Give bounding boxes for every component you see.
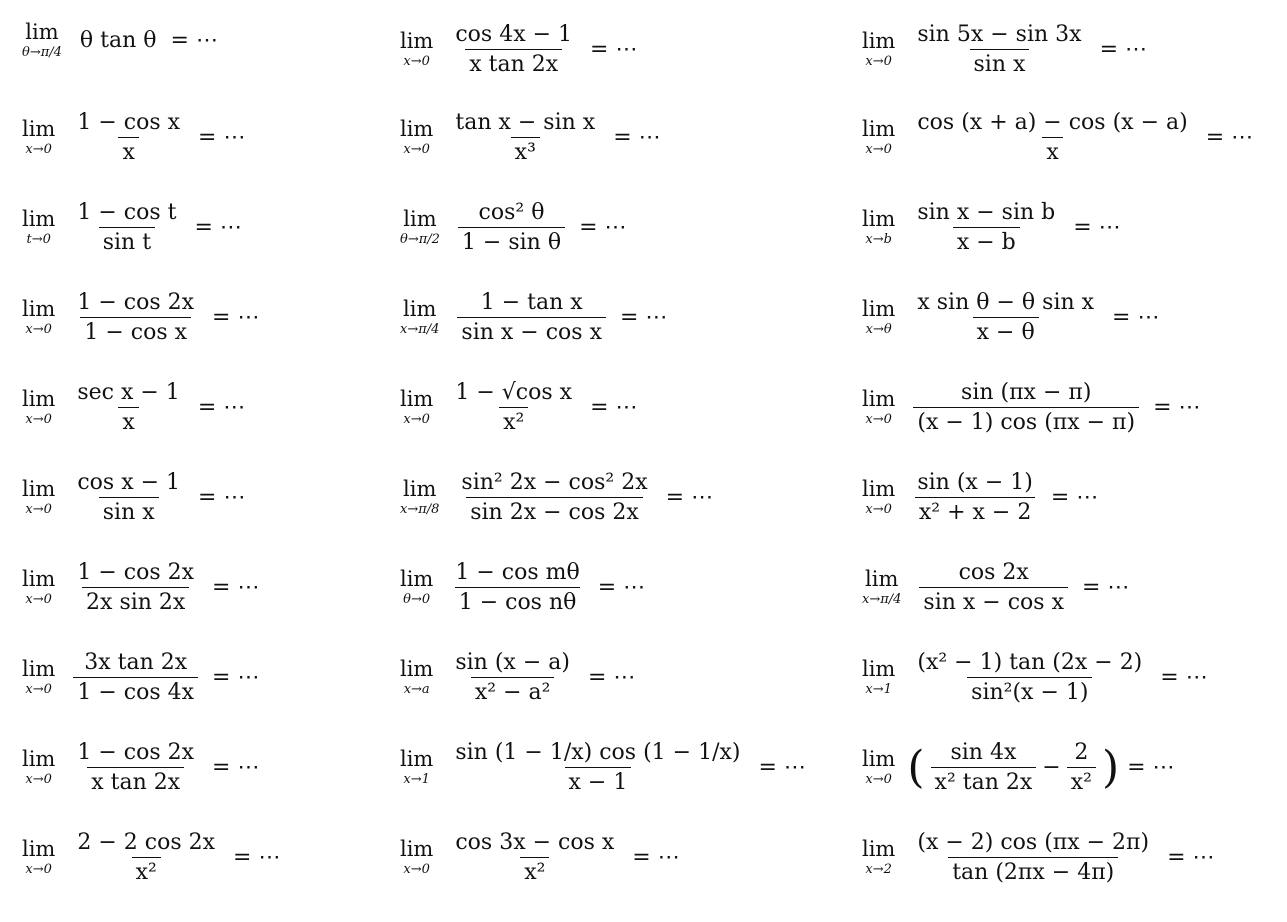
fraction (451, 650, 574, 706)
lim-operator (400, 479, 439, 516)
lim-subscript: t→0 (26, 232, 51, 248)
numerator: 1 − cos x (77, 110, 181, 135)
limit-expression (400, 110, 661, 166)
lim-word: lim (22, 387, 56, 412)
lim-operator (400, 389, 433, 426)
limit-expression (22, 740, 259, 796)
lim-operator (22, 659, 55, 696)
lim-operator (862, 479, 895, 516)
lim-subscript: x→0 (403, 54, 430, 70)
numerator: cos 4x − 1 (455, 22, 573, 47)
left-paren: ( (907, 741, 925, 793)
equals-dots: = ⋯ (1050, 485, 1099, 511)
numerator: sin (1 − 1/x) cos (1 − 1/x) (455, 740, 741, 765)
lim-word: lim (862, 657, 896, 682)
equals-dots: = ⋯ (1112, 305, 1160, 331)
equals-dots: = ⋯ (590, 395, 638, 421)
limit-expression (400, 830, 680, 886)
fraction (73, 290, 198, 346)
fraction (451, 22, 576, 78)
fraction (73, 830, 219, 886)
denominator: x tan 2x (465, 49, 562, 77)
numerator: sin (x − 1) (917, 470, 1033, 495)
fraction (913, 380, 1139, 436)
lim-subscript: x→π/4 (862, 592, 902, 608)
lim-operator (862, 389, 895, 426)
numerator: sin (πx − π) (961, 380, 1092, 405)
numerator: x sin θ − θ sin x (917, 290, 1095, 315)
lim-subscript: x→0 (865, 502, 892, 518)
fraction (451, 740, 744, 796)
fraction (913, 110, 1191, 166)
lim-operator (862, 119, 895, 156)
equals-dots: = ⋯ (170, 28, 218, 53)
equals-dots: = ⋯ (197, 395, 246, 421)
denominator: x² (1067, 767, 1096, 795)
lim-word: lim (862, 29, 896, 54)
fraction (73, 740, 198, 796)
lim-word: lim (403, 207, 437, 232)
lim-subscript: θ→0 (403, 592, 431, 608)
fraction (913, 650, 1146, 706)
lim-operator (400, 569, 433, 606)
equals-dots: = ⋯ (587, 665, 636, 691)
numerator: 1 − cos 2x (77, 740, 195, 765)
lim-word: lim (865, 567, 899, 592)
denominator: sin x − cos x (919, 587, 1068, 615)
limit-expression (22, 380, 245, 436)
numerator: 3x tan 2x (84, 650, 188, 675)
fraction (1067, 740, 1096, 796)
limit-expression (862, 560, 1129, 616)
equals-dots: = ⋯ (212, 665, 260, 691)
lim-subscript: x→π/8 (400, 502, 440, 518)
fraction (457, 290, 606, 346)
equals-dots: = ⋯ (758, 755, 806, 781)
numerator: 2 − 2 cos 2x (77, 830, 216, 855)
lim-word: lim (22, 747, 56, 772)
lim-subscript: θ→π/2 (400, 232, 440, 248)
lim-subscript: x→0 (865, 412, 892, 428)
numerator: sin² 2x − cos² 2x (461, 470, 648, 495)
fraction (913, 200, 1059, 256)
lim-word: lim (400, 657, 434, 682)
numerator: tan x − sin x (455, 110, 596, 135)
lim-operator (862, 839, 895, 876)
fraction (451, 830, 618, 886)
limit-expression (22, 560, 259, 616)
lim-subscript: θ→π/4 (22, 45, 62, 60)
equals-dots: = ⋯ (620, 305, 668, 331)
right-paren: ) (1101, 741, 1120, 793)
lim-subscript: x→0 (403, 862, 430, 878)
equals-dots: = ⋯ (632, 845, 680, 871)
equals-dots: = ⋯ (1167, 845, 1215, 871)
denominator: x² (520, 857, 549, 885)
lim-word: lim (862, 837, 896, 862)
numerator: 1 − cos 2x (77, 560, 195, 585)
numerator: 1 − √cos x (455, 380, 573, 405)
lim-word: lim (400, 117, 434, 142)
lim-word: lim (400, 387, 434, 412)
lim-operator (400, 659, 433, 696)
lim-operator (862, 749, 895, 786)
numerator: cos (x + a) − cos (x − a) (917, 110, 1188, 135)
lim-subscript: x→0 (25, 322, 52, 338)
lim-subscript: x→a (403, 682, 430, 698)
lim-word: lim (22, 837, 56, 862)
equals-dots: = ⋯ (1160, 665, 1208, 691)
denominator: sin x (970, 49, 1030, 77)
lim-subscript: x→0 (865, 772, 892, 788)
numerator: cos 2x (958, 560, 1029, 585)
lim-operator (22, 22, 62, 59)
limit-expression (22, 22, 218, 59)
denominator: x² (499, 407, 528, 435)
limit-expression (400, 650, 635, 706)
lim-operator (862, 659, 895, 696)
denominator: x² − a² (471, 677, 555, 705)
lim-subscript: x→0 (25, 772, 52, 788)
fraction (73, 470, 184, 526)
fraction (913, 470, 1036, 526)
lim-subscript: x→π/4 (400, 322, 440, 338)
equals-dots: = ⋯ (1073, 215, 1121, 241)
limit-expression (400, 470, 713, 526)
equals-dots: = ⋯ (198, 125, 246, 151)
lim-operator (22, 119, 55, 156)
limit-expression (862, 200, 1121, 256)
equals-dots: = ⋯ (579, 215, 627, 241)
lim-operator (862, 299, 895, 336)
equals-dots: = ⋯ (198, 485, 246, 511)
lim-word: lim (22, 567, 56, 592)
equals-dots: = ⋯ (1205, 125, 1254, 151)
limit-expression (862, 380, 1201, 436)
equals-dots: = ⋯ (1099, 37, 1148, 63)
lim-operator (400, 31, 433, 68)
lim-word: lim (400, 747, 434, 772)
numerator: sin (x − a) (455, 650, 570, 675)
lim-operator (22, 209, 55, 246)
denominator: (x − 1) cos (πx − π) (913, 407, 1139, 435)
numerator: (x − 2) cos (πx − 2π) (917, 830, 1150, 855)
fraction (913, 830, 1153, 886)
lim-word: lim (400, 567, 434, 592)
limit-expression (862, 650, 1208, 706)
equals-dots: = ⋯ (212, 305, 260, 331)
lim-subscript: x→0 (25, 682, 52, 698)
lim-operator (22, 299, 55, 336)
denominator: x − 1 (565, 767, 632, 795)
lim-operator (22, 749, 55, 786)
equals-dots: = ⋯ (233, 845, 281, 871)
numerator: cos 3x − cos x (455, 830, 615, 855)
denominator: x (118, 137, 138, 165)
expression: θ tan θ (79, 28, 157, 53)
equals-dots: = ⋯ (212, 575, 260, 601)
lim-subscript: x→0 (403, 142, 430, 158)
denominator: x³ (511, 137, 540, 165)
numerator: cos² θ (478, 200, 545, 225)
equals-dots: = ⋯ (1153, 395, 1201, 421)
denominator: x tan 2x (87, 767, 184, 795)
limit-expression (22, 110, 245, 166)
lim-subscript: x→1 (865, 682, 892, 698)
numerator: sec x − 1 (77, 380, 180, 405)
minus-sign: − (1042, 755, 1061, 781)
lim-word: lim (400, 837, 434, 862)
numerator: 2 (1074, 740, 1089, 765)
lim-word: lim (403, 477, 437, 502)
lim-word: lim (400, 29, 434, 54)
lim-word: lim (22, 207, 56, 232)
lim-word: lim (22, 117, 56, 142)
equals-dots: = ⋯ (1127, 755, 1175, 781)
fraction (73, 110, 184, 166)
fraction (931, 740, 1037, 796)
lim-word: lim (862, 117, 896, 142)
lim-word: lim (403, 297, 437, 322)
fraction (451, 560, 583, 616)
lim-operator (22, 839, 55, 876)
denominator: x − b (953, 227, 1020, 255)
lim-subscript: x→0 (25, 412, 52, 428)
limit-expression (400, 22, 637, 78)
limit-expression (22, 290, 259, 346)
limit-expression (22, 830, 280, 886)
limit-expression (400, 380, 638, 436)
fraction (73, 650, 198, 706)
lim-subscript: x→0 (25, 142, 52, 158)
fraction (913, 290, 1098, 346)
equals-dots: = ⋯ (590, 37, 638, 63)
equals-dots: = ⋯ (597, 575, 646, 601)
lim-operator (862, 209, 895, 246)
equals-dots: = ⋯ (212, 755, 260, 781)
numerator: 1 − tan x (480, 290, 583, 315)
fraction (73, 380, 183, 436)
lim-operator (400, 749, 433, 786)
denominator: 1 − cos 4x (73, 677, 198, 705)
equals-dots: = ⋯ (613, 125, 661, 151)
limit-expression (22, 200, 242, 256)
denominator: sin t (99, 227, 155, 255)
denominator: x (118, 407, 138, 435)
denominator: 2x sin 2x (82, 587, 189, 615)
lim-word: lim (22, 657, 56, 682)
lim-word: lim (862, 207, 896, 232)
lim-subscript: x→b (865, 232, 892, 248)
equals-dots: = ⋯ (194, 215, 242, 241)
lim-subscript: x→0 (25, 502, 52, 518)
lim-word: lim (22, 477, 56, 502)
limit-expression (862, 110, 1253, 166)
lim-subscript: x→θ (865, 322, 892, 338)
denominator: 1 − cos nθ (455, 587, 581, 615)
lim-word: lim (25, 20, 59, 44)
equals-dots: = ⋯ (1082, 575, 1130, 601)
denominator: x − θ (973, 317, 1039, 345)
numerator: cos x − 1 (77, 470, 181, 495)
limit-expression (22, 650, 259, 706)
denominator: sin x (99, 497, 159, 525)
numerator: 1 − cos mθ (455, 560, 580, 585)
fraction (451, 110, 599, 166)
lim-subscript: x→0 (865, 54, 892, 70)
lim-operator (400, 839, 433, 876)
numerator: sin 4x (950, 740, 1017, 765)
numerator: sin x − sin b (917, 200, 1056, 225)
lim-operator (400, 209, 440, 246)
fraction (913, 22, 1085, 78)
denominator: x² + x − 2 (915, 497, 1035, 525)
numerator: sin 5x − sin 3x (917, 22, 1082, 47)
lim-subscript: x→0 (403, 412, 430, 428)
limit-expression (862, 740, 1175, 796)
lim-operator (862, 569, 901, 606)
lim-subscript: x→2 (865, 862, 892, 878)
lim-word: lim (862, 477, 896, 502)
denominator: sin x − cos x (457, 317, 606, 345)
denominator: 1 − cos x (80, 317, 191, 345)
fraction (73, 560, 198, 616)
lim-word: lim (862, 387, 896, 412)
limit-expression (862, 470, 1098, 526)
numerator: (x² − 1) tan (2x − 2) (917, 650, 1143, 675)
limit-expression (400, 200, 627, 256)
lim-subscript: x→0 (865, 142, 892, 158)
limit-expression (22, 470, 245, 526)
lim-operator (22, 389, 55, 426)
equals-dots: = ⋯ (665, 485, 714, 511)
limit-expression (400, 740, 806, 796)
limit-expression (400, 290, 667, 346)
limit-expression (400, 560, 645, 616)
numerator: 1 − cos 2x (77, 290, 195, 315)
limit-expression (862, 290, 1159, 346)
lim-operator (22, 569, 55, 606)
denominator: sin²(x − 1) (967, 677, 1092, 705)
denominator: x² (132, 857, 161, 885)
lim-operator (862, 31, 895, 68)
limit-expression (862, 22, 1147, 78)
lim-word: lim (862, 297, 896, 322)
lim-operator (400, 119, 433, 156)
lim-word: lim (22, 297, 56, 322)
limit-expression (862, 830, 1215, 886)
fraction (73, 200, 180, 256)
denominator: x² tan 2x (931, 767, 1037, 795)
lim-subscript: x→0 (25, 592, 52, 608)
fraction (451, 380, 576, 436)
lim-word: lim (862, 747, 896, 772)
lim-subscript: x→1 (403, 772, 430, 788)
denominator: tan (2πx − 4π) (948, 857, 1118, 885)
fraction (919, 560, 1068, 616)
fraction (457, 470, 651, 526)
lim-operator (22, 479, 55, 516)
lim-subscript: x→0 (25, 862, 52, 878)
denominator: 1 − sin θ (458, 227, 565, 255)
lim-operator (400, 299, 439, 336)
denominator: sin 2x − cos 2x (466, 497, 643, 525)
numerator: 1 − cos t (77, 200, 177, 225)
denominator: x (1042, 137, 1062, 165)
fraction (458, 200, 565, 256)
